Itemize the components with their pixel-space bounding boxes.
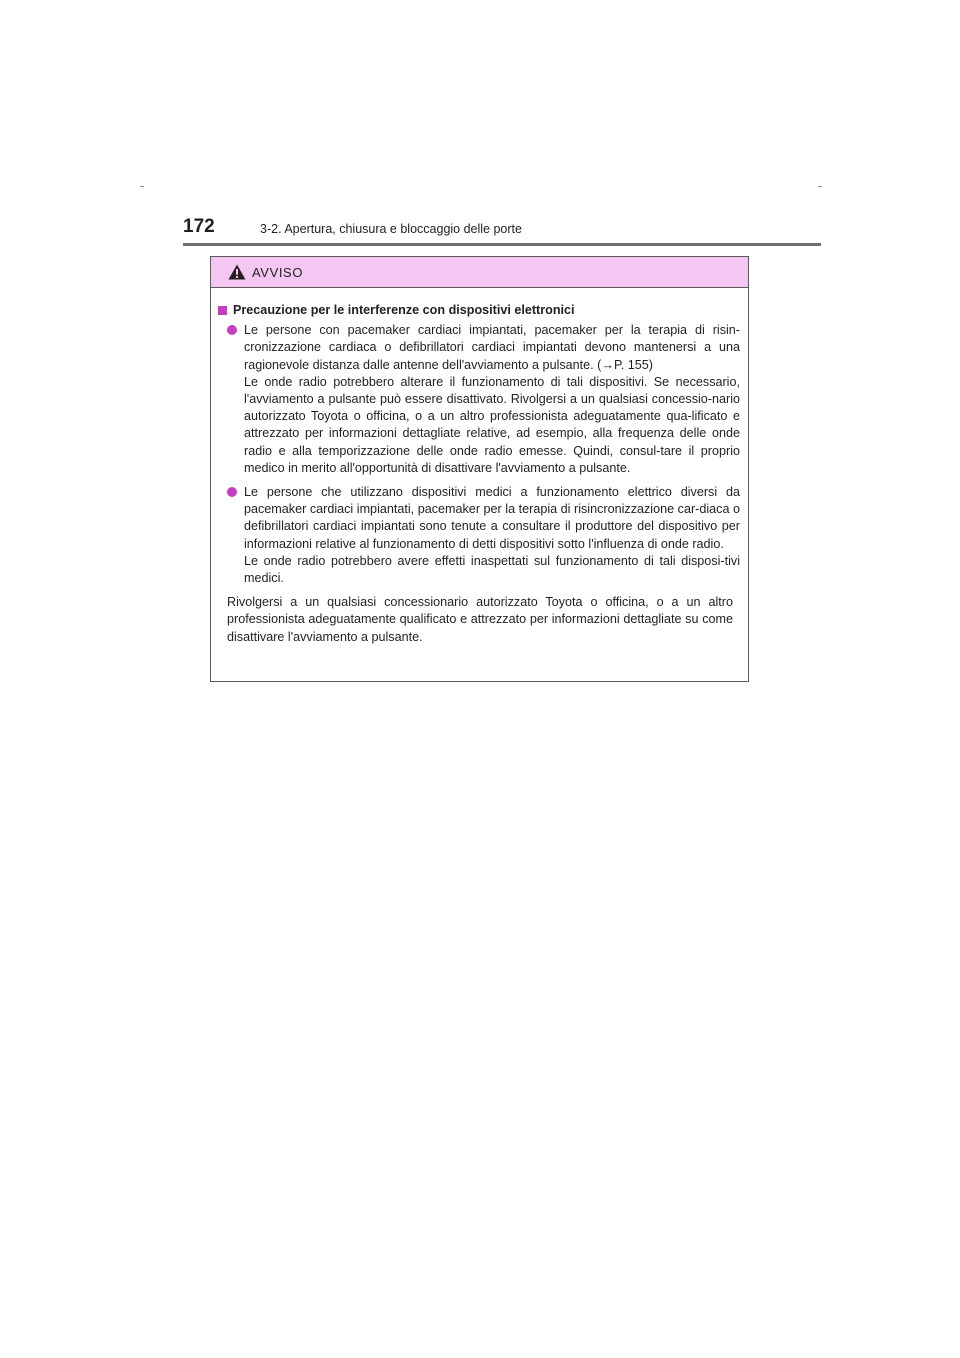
subheading-text: Precauzione per le interferenze con dispositivi elettronici: [233, 303, 575, 317]
warning-header: [211, 257, 748, 288]
list-item: [227, 322, 741, 477]
square-bullet-icon: [218, 306, 227, 315]
warning-title: AVVISO: [252, 265, 304, 280]
page-header: [183, 214, 823, 246]
header-rule: [183, 243, 821, 246]
section-title: 3-2. Apertura, chiusura e bloccaggio delle porte: [260, 222, 522, 236]
bullet-paragraph: Le persone con pacemaker cardiaci impiantati, pacemaker per la terapia di risin-cronizzazione cardiaca o defibrillatori cardiaci impiantati devono mantenersi a una ragionevole distanza dalle antenne dell'avviamento a pulsante. (→P. 155): [244, 323, 740, 372]
warning-triangle-icon: [228, 264, 246, 280]
bullet-paragraph: Le persone che utilizzano dispositivi medici a funzionamento elettrico diversi da pacemaker cardiaci impiantati, pacemaker per la terapia di risincronizzazione car-diaca o defibrillatori cardiaci impiantati sono tenute a consultare il produttore del dispositivo per informazioni relative al funzionamento di detti dispositivi sotto l'influenza di onde radio.: [244, 485, 740, 551]
warning-content: [211, 288, 748, 646]
page-number: 172: [183, 216, 215, 237]
bullet-paragraph: Le onde radio potrebbero alterare il funzionamento di tali dispositivi. Se necessario, l'avviamento a pulsante può essere disattivato. Rivolgersi a un qualsiasi concessio-nario autorizzato Toyota o officina, o a un altro professionista adeguatamente qua-lificato e attrezzato per informazioni dettagliate relative, ad esempio, alla frequenza delle onde radio e alla temporizzazione delle onde radio emesse. Quindi, consul-tare il proprio medico in merito all'opportunità di disattivare l'avviamento a pulsante.: [244, 374, 740, 475]
warning-box: [210, 256, 749, 682]
circle-bullet-icon: [227, 487, 237, 497]
warning-subheading: [218, 302, 741, 319]
closing-paragraph: Rivolgersi a un qualsiasi concessionario autorizzato Toyota o officina, o a un altro professionista adeguatamente qualificato e attrezzato per informazioni dettagliate su come disattivare l'avviamento a pulsante.: [227, 595, 733, 644]
bullet-paragraph: Le onde radio potrebbero avere effetti inaspettati sul funzionamento di tali disposi-tivi medici.: [244, 553, 740, 586]
circle-bullet-icon: [227, 325, 237, 335]
crop-mark-left: [140, 186, 144, 187]
list-item: [227, 484, 741, 587]
crop-mark-right: [818, 186, 822, 187]
